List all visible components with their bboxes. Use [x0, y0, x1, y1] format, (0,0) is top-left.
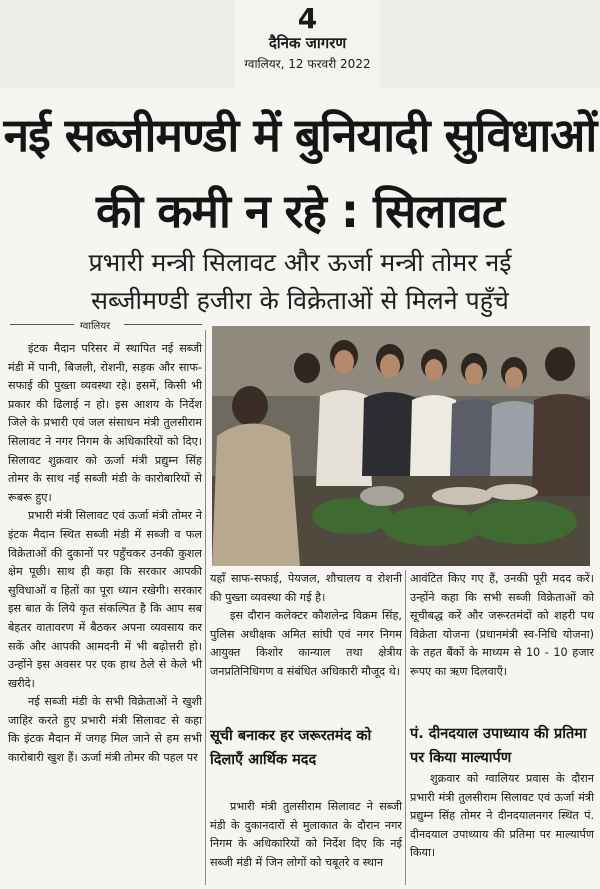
- paragraph: प्रभारी मंत्री सिलावट एवं ऊर्जा मंत्री तोमर ने इंटक मैदान स्थित सब्जी मंडी में सब्जी व फल विक्रेताओं की दुकानों पर पहुँचकर उनकी कुशल क्षेम पूछी। साथ ही कहा कि सरकार आपकी सुविधाओं व हितों का पूरा ध्यान रखेगी। सरकार इस बात के लिये कृत संकल्पित है कि आप सब बेहतर वातावरण में बैठकर अपना व्यवसाय कर सकें और आपकी आमदनी में भी बढ़ोत्तरी हो। उन्होंने इस अवसर पर एक हाथ ठेले से केले भी खरीदे।: [8, 509, 202, 690]
- article-column-2-continued: [210, 798, 402, 872]
- edition-date: ग्वालियर, 12 फरवरी 2022: [244, 57, 371, 71]
- paragraph: इस दौरान कलेक्टर कौशलेन्द्र विक्रम सिंह, पुलिस अधीक्षक अमित सांघी एवं नगर निगम आयुक्त किशोर कान्याल तथा क्षेत्रीय जनप्रतिनिधिगण व संबंधित अधिकारी मौजूद थे।: [210, 609, 402, 678]
- paragraph: आवंटित किए गए हैं, उनकी पूरी मदद करें। उन्होंने कहा कि सभी सब्जी विक्रेताओं को सूचीबद्ध करें और जरूरतमंदों को शहरी पथ विक्रेता योजना (प्रधानमंत्री स्व-निधि योजना) के तहत बैंकों के माध्यम से 10 - 10 हजार रूपए का ऋण दिलवाएँ।: [410, 572, 594, 678]
- headline-line-2: की कमी न रहे : सिलावट: [95, 184, 505, 238]
- paragraph: प्रभारी मंत्री तुलसीराम सिलावट ने सब्जी मंडी के दुकानदारों से मुलाकात के दौरान नगर निगम के अधिकारियों को निर्देश दिए कि नई सब्जी मंडी में जिन लोगों को चबूतरे व स्थान: [210, 800, 402, 869]
- subheadline-line-1: प्रभारी मन्त्री सिलावट और ऊर्जा मन्त्री तोमर नई: [88, 248, 512, 277]
- paragraph: शुक्रवार को ग्वालियर प्रवास के दौरान प्रभारी मंत्री तुलसीराम सिलावट एवं ऊर्जा मंत्री प्रद्युम्न सिंह तोमर ने दीनदयालनगर स्थित पं. दीनदयाल उपाध्याय की प्रतिमा पर माल्यार्पण किया।: [410, 772, 594, 860]
- paragraph: यहाँ साफ-सफाई, पेयजल, शौचालय व रोशनी की पुख्ता व्यवस्था की गई है।: [210, 572, 402, 604]
- news-photo: [212, 326, 590, 566]
- article-column-1: [8, 340, 202, 768]
- crosshead-statue-tribute: पं. दीनदयाल उपाध्याय की प्रतिमा पर किया माल्यार्पण: [410, 726, 587, 766]
- newspaper-name: दैनिक जागरण: [268, 34, 347, 52]
- crosshead-financial-aid: सूची बनाकर हर जरूरतमंद को दिलाएँ आर्थिक मदद: [210, 728, 372, 768]
- article-column-3-continued: [410, 770, 594, 863]
- dateline-rule-left: [10, 324, 74, 325]
- subheadline-line-2: सब्जीमण्डी हजीरा के विक्रेताओं से मिलने पहुँचे: [91, 286, 509, 315]
- article-column-2: [210, 570, 402, 682]
- column-divider: [205, 330, 206, 885]
- masthead: [235, 0, 380, 88]
- column-divider: [405, 570, 406, 885]
- article-column-3: [410, 570, 594, 682]
- page-number: 4: [297, 2, 318, 35]
- photo-ministers-at-vegetable-market: [212, 326, 590, 566]
- dateline-rule-right: [124, 324, 202, 325]
- paragraph: नई सब्जी मंडी के सभी विक्रेताओं ने खुशी जाहिर करते हुए प्रभारी मंत्री सिलावट से कहा कि इंटक मैदान में जगह मिल जाने से हम सभी कारोबारी खुश हैं। ऊर्जा मंत्री तोमर की पहल पर: [8, 695, 202, 765]
- headline-line-1: नई सब्जीमण्डी में बुनियादी सुविधाओं: [3, 108, 597, 162]
- paragraph: इंटक मैदान परिसर में स्थापित नई सब्जी मंडी में पानी, बिजली, रोशनी, सड़क और साफ-सफाई की पुख्ता व्यवस्था रहे। इसमें, किसी भी प्रकार की ढिलाई न हो। इस आशय के निर्देश जिले के प्रभारी एवं जल संसाधन मंत्री तुलसीराम सिलावट ने नगर निगम के अधिकारियों को दिए। सिलावट शुक्रवार को ऊर्जा मंत्री प्रद्युम्न सिंह तोमर के साथ नई सब्जी मंडी के कारोबारियों से रूबरू हुए।: [8, 342, 202, 504]
- dateline-city: ग्वालियर: [80, 321, 111, 332]
